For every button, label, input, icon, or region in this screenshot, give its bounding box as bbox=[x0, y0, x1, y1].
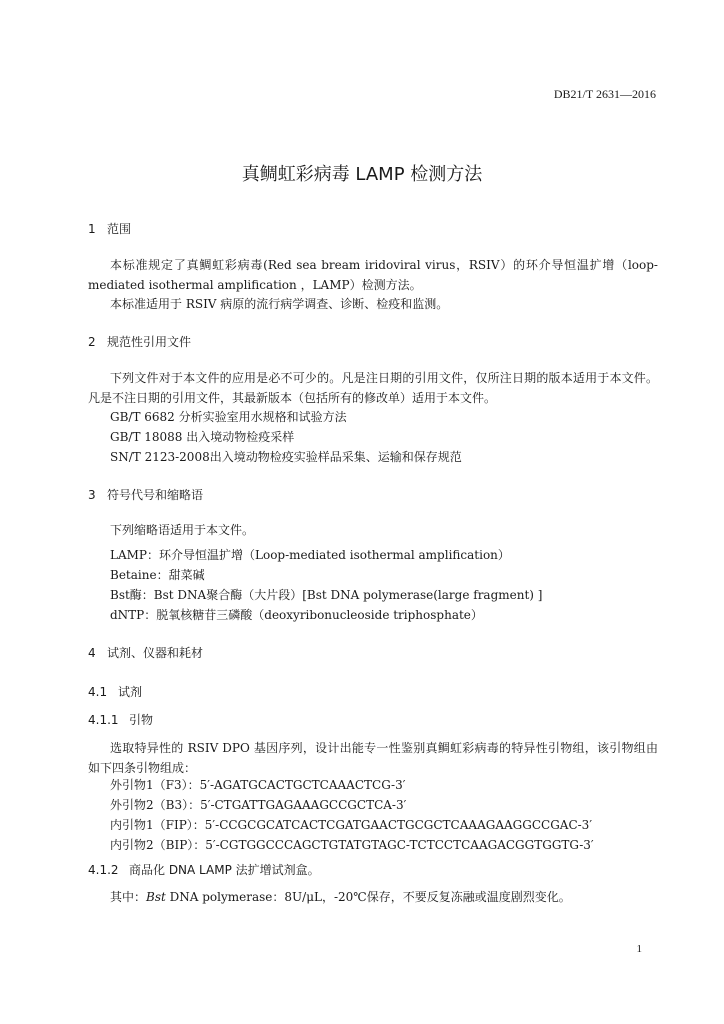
section-1-paragraph-1: 本标准规定了真鲷虹彩病毒(Red sea bream iridoviral virus，RSIV）的环介导恒温扩增（loop-mediated isothermal amplification ，LAMP）检测方法。 bbox=[88, 258, 658, 292]
section-3-heading bbox=[88, 486, 203, 503]
abbreviation-item: Bst酶：Bst DNA聚合酶（大片段）[Bst DNA polymerase(large fragment) ] bbox=[110, 588, 543, 602]
primer-intro-paragraph: 选取特异性的 RSIV DPO 基因序列，设计出能专一性鉴别真鲷虹彩病毒的特异性引物组，该引物组由如下四条引物组成： bbox=[88, 741, 658, 775]
section-title: 试剂、仪器和耗材 bbox=[107, 646, 204, 660]
section-title: 规范性引用文件 bbox=[107, 335, 192, 349]
primer-item: 内引物1（FIP）：5′-CCGCGCATCACTCGATGAACTGCGCTCAAAGAAGGCCGAC-3′ bbox=[110, 818, 593, 832]
reference-item: GB/T 18088 出入境动物检疫采样 bbox=[110, 430, 295, 444]
section-4-heading bbox=[88, 644, 203, 661]
subsection-title: 试剂 bbox=[118, 685, 143, 699]
section-title: 范围 bbox=[107, 222, 132, 236]
page-number: 1 bbox=[636, 943, 642, 955]
subsection-number: 4.1.2 bbox=[88, 863, 119, 877]
section-2-heading bbox=[88, 333, 191, 350]
subsection-title: 引物 bbox=[129, 713, 154, 727]
primer-item: 外引物1（F3）：5′-AGATGCACTGCTCAAACTCG-3′ bbox=[110, 778, 406, 792]
section-1-paragraph-2: 本标准适用于 RSIV 病原的流行病学调查、诊断、检疫和监测。 bbox=[110, 297, 449, 311]
section-1-heading bbox=[88, 220, 131, 237]
abbreviation-item: Betaine：甜菜碱 bbox=[110, 568, 205, 582]
subsection-4-1-1-heading bbox=[88, 711, 153, 728]
subsection-4-1-heading bbox=[88, 683, 142, 700]
section-title: 符号代号和缩略语 bbox=[107, 488, 204, 502]
section-number: 2 bbox=[88, 335, 96, 349]
reference-item: GB/T 6682 分析实验室用水规格和试验方法 bbox=[110, 410, 347, 424]
abbreviation-item: dNTP：脱氧核糖苷三磷酸（deoxyribonucleoside triphosphate） bbox=[110, 608, 483, 622]
section-number: 3 bbox=[88, 488, 96, 502]
reagent-note bbox=[110, 888, 571, 905]
subsection-title: 商品化 DNA LAMP 法扩增试剂盒。 bbox=[129, 863, 320, 877]
section-2-paragraph-1: 下列文件对于本文件的应用是必不可少的。凡是注日期的引用文件，仅所注日期的版本适用于本文件。凡是不注日期的引用文件，其最新版本（包括所有的修改单）适用于本文件。 bbox=[88, 371, 658, 405]
abbreviation-item: LAMP：环介导恒温扩增（Loop-mediated isothermal amplification） bbox=[110, 548, 510, 562]
document-title: 真鲷虹彩病毒 LAMP 检测方法 bbox=[241, 164, 483, 185]
section-number: 1 bbox=[88, 222, 96, 236]
reagent-note-rest: DNA polymerase：8U/μL，-20℃保存，不要反复冻融或温度剧烈变化。 bbox=[165, 890, 571, 904]
primer-item: 外引物2（B3）：5′-CTGATTGAGAAAGCCGCTCA-3′ bbox=[110, 798, 407, 812]
subsection-number: 4.1.1 bbox=[88, 713, 119, 727]
subsection-number: 4.1 bbox=[88, 685, 108, 699]
standard-number: DB21/T 2631—2016 bbox=[553, 87, 656, 101]
reference-item: SN/T 2123-2008出入境动物检疫实验样品采集、运输和保存规范 bbox=[110, 450, 462, 464]
section-3-intro: 下列缩略语适用于本文件。 bbox=[110, 523, 255, 537]
section-number: 4 bbox=[88, 646, 96, 660]
subsection-4-1-2-heading bbox=[88, 861, 320, 878]
reagent-note-prefix: 其中： bbox=[110, 890, 147, 904]
reagent-note-italic: Bst bbox=[146, 890, 166, 904]
primer-item: 内引物2（BIP）：5′-CGTGGCCCAGCTGTATGTAGC-TCTCCTCAAGACGGTGGTG-3′ bbox=[110, 838, 594, 852]
